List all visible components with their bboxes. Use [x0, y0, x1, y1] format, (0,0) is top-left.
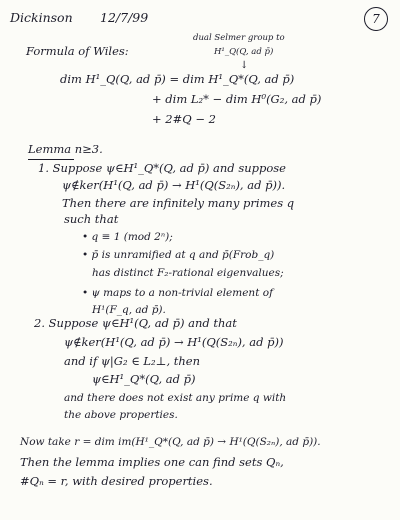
- lemma-part1-bullet-2: • p̄ is unramified at q and p̄(Frob_q): [82, 249, 275, 261]
- lemma-part1-line-2: ψ∉ker(H¹(Q, ad p̄) → H¹(Q(S₂ₙ), ad p̄)).: [62, 178, 286, 192]
- lemma-part1-line-3: Then there are infinitely many primes q: [62, 196, 295, 210]
- formula-title: Formula of Wiles:: [26, 44, 129, 58]
- conclusion-line-1: Now take r = dim im(H¹_Q*(Q, ad p̄) → H¹(Q(S₂ₙ), ad p̄)).: [20, 436, 321, 448]
- page-number: 7: [364, 7, 388, 31]
- lemma-underline: [28, 159, 74, 160]
- lemma-part2-line-4: ψ∈H¹_Q*(Q, ad p̄): [92, 372, 196, 386]
- lemma-part1-bullet-2-cont: has distinct F₂-rational eigenvalues;: [92, 267, 284, 279]
- lemma-part1-line-4: such that: [64, 212, 119, 226]
- lemma-heading: Lemma n≥3.: [28, 142, 103, 156]
- down-arrow-icon: ↓: [240, 60, 249, 71]
- lemma-part1-bullet-1: • q ≡ 1 (mod 2ⁿ);: [82, 231, 173, 243]
- formula-line-2: + dim L₂* − dim H⁰(G₂, ad p̄): [152, 92, 322, 106]
- lemma-part2-line-3: and if ψ|G₂ ∈ L₂⊥, then: [64, 354, 200, 368]
- lemma-part2-line-5: and there does not exist any prime q with: [64, 392, 287, 404]
- lemma-part1-line-1: 1. Suppose ψ∈H¹_Q*(Q, ad p̄) and suppose: [38, 161, 286, 175]
- conclusion-line-2: Then the lemma implies one can find sets Qₙ,: [20, 455, 284, 469]
- formula-annotation: dual Selmer group to: [193, 33, 285, 43]
- formula-line-3: + 2#Q − 2: [152, 112, 216, 126]
- lemma-part1-bullet-3: • ψ maps to a non-trivial element of: [82, 287, 273, 299]
- lemma-part2-line-6: the above properties.: [64, 409, 178, 421]
- lemma-part1-bullet-3-cont: H¹(F_q, ad p̄).: [92, 304, 166, 316]
- formula-annotation-sub: H¹_Q(Q, ad p̄): [214, 47, 274, 57]
- lemma-part2-line-1: 2. Suppose ψ∈H¹(Q, ad p̄) and that: [34, 316, 237, 330]
- date: 12/7/99: [100, 10, 149, 25]
- author-name: Dickinson: [10, 10, 73, 25]
- conclusion-line-3: #Qₙ = r, with desired properties.: [20, 474, 213, 488]
- formula-line-1: dim H¹_Q(Q, ad p̄) = dim H¹_Q*(Q, ad p̄): [60, 72, 295, 86]
- lemma-part2-line-2: ψ∉ker(H¹(Q, ad p̄) → H¹(Q(S₂ₙ), ad p̄)): [64, 335, 284, 349]
